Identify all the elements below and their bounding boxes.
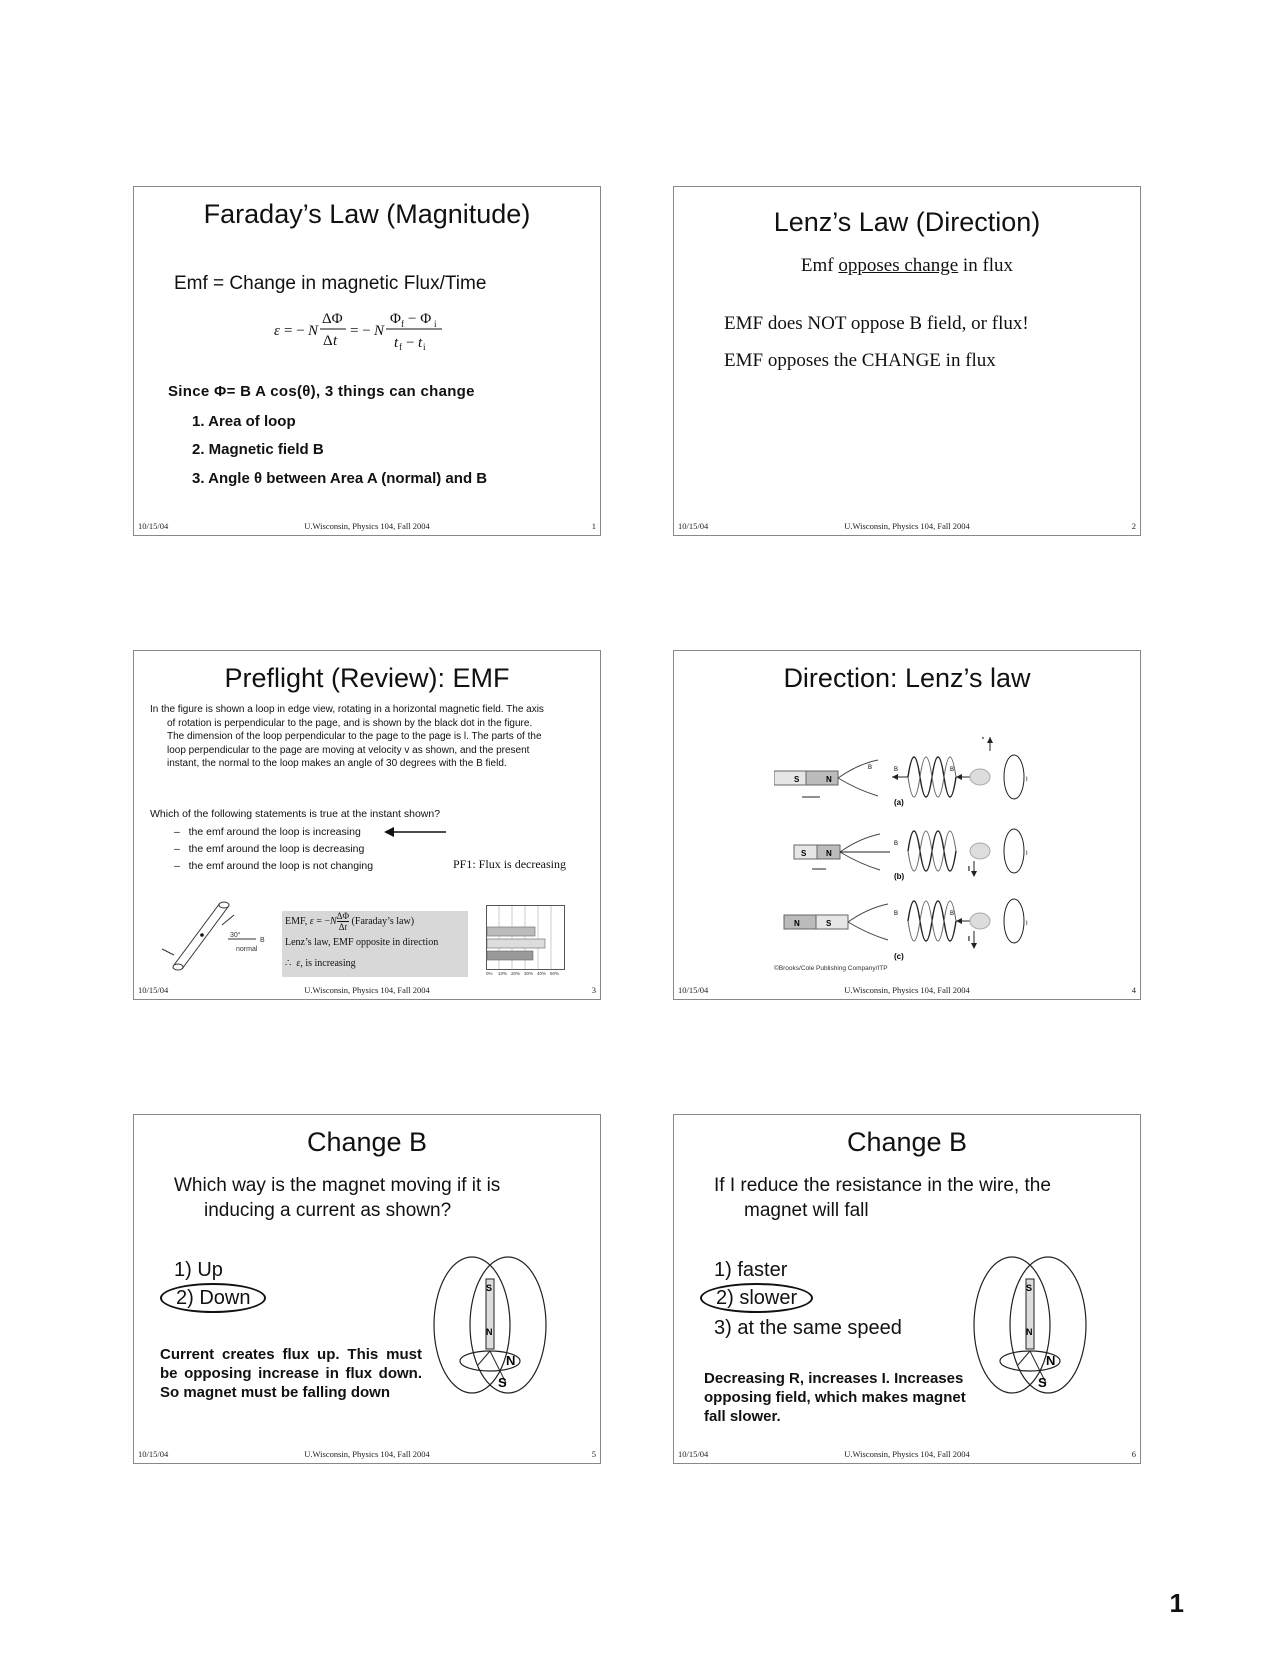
svg-text:t: t <box>418 335 423 351</box>
preflight-paragraph: In the figure is shown a loop in edge view, rotating in a horizontal magnetic field. The axis of rotation is perpendicular to the page, and is shown by the black dot in the figure. The dimension of the loop perpendicular to the page to the page is l. The parts of the loop perpendicular to the page are moving at velocity v as shown, and the present instant, the normal to the loop makes an angle of 30 degrees with the B field. <box>150 704 544 770</box>
svg-text:B: B <box>950 911 955 917</box>
svg-text:S: S <box>794 775 800 784</box>
slide-footer <box>678 985 1136 997</box>
svg-text:= −: = − <box>350 323 371 339</box>
footer-course: U.Wisconsin, Physics 104, Fall 2004 <box>844 1449 970 1459</box>
box-line-1: EMF, ε = −N $\frac{\Delta\Phi}{\Delta t}$ (Faraday’s law) <box>285 911 415 933</box>
label-a: (a) <box>894 798 904 807</box>
question-line-1: Which way is the magnet moving if it is <box>174 1175 501 1196</box>
svg-text:f: f <box>399 342 402 352</box>
slide-title: Direction: Lenz’s law <box>783 663 1031 693</box>
footer-course: U.Wisconsin, Physics 104, Fall 2004 <box>304 1449 430 1459</box>
svg-text:i: i <box>423 342 426 352</box>
footer-date: 10/15/04 <box>678 985 709 995</box>
circled-answer: 2) Down <box>160 1283 266 1313</box>
svg-text:B: B <box>950 767 955 773</box>
label-c: (c) <box>894 952 904 961</box>
preflight-answer: PF1: Flux is decreasing <box>453 857 566 871</box>
preflight-question: Which of the following statements is true at the instant shown? <box>150 808 441 820</box>
svg-text:S: S <box>486 1283 493 1293</box>
svg-text:B: B <box>894 911 899 917</box>
slide-4 <box>673 650 1141 1000</box>
slide-title: Faraday’s Law (Magnitude) <box>203 199 531 229</box>
slide-1 <box>133 186 601 536</box>
list-item: – the emf around the loop is decreasing <box>174 843 365 855</box>
question-line-2: inducing a current as shown? <box>204 1200 452 1221</box>
page-number: 1 <box>1169 1588 1184 1618</box>
svg-text:Δ: Δ <box>323 333 333 349</box>
list-item: 1. Area of loop <box>192 413 296 430</box>
falling-magnet-diagram <box>430 1255 550 1405</box>
question-line-2: magnet will fall <box>744 1200 869 1221</box>
svg-text:N: N <box>826 775 832 784</box>
faraday-equation <box>274 305 464 353</box>
svg-text:I: I <box>968 866 970 873</box>
svg-text:ΔΦ: ΔΦ <box>322 311 343 327</box>
slide-number: 4 <box>1131 985 1136 995</box>
subtitle-part: Emf <box>800 255 834 276</box>
emf-summary-box <box>282 911 468 977</box>
svg-text:t: t <box>394 335 399 351</box>
choice-down-selected <box>174 1287 266 1310</box>
box-line-3: ∴ ε, is increasing <box>285 958 356 970</box>
svg-text:B: B <box>260 937 265 944</box>
slide-number: 6 <box>1131 1449 1136 1459</box>
svg-text:S: S <box>826 919 832 928</box>
subtitle-underlined: opposes change <box>838 255 959 276</box>
svg-text:B: B <box>894 841 899 847</box>
svg-text:50%: 50% <box>550 971 560 975</box>
row-b <box>794 829 1028 881</box>
slide-footer <box>138 985 596 997</box>
choice-up: 1) Up <box>174 1259 223 1281</box>
svg-text:10%: 10% <box>498 971 508 975</box>
answer-explanation: Decreasing R, increases I. Increases opposing field, which makes magnet fall slower. <box>704 1370 966 1425</box>
svg-text:N: N <box>374 323 385 339</box>
lenz-magnet-coil-diagram <box>774 737 1034 967</box>
lenz-statement-1: EMF does NOT oppose B field, or flux! <box>724 313 1029 334</box>
svg-text:S: S <box>498 1375 507 1390</box>
svg-text:S: S <box>1026 1283 1033 1293</box>
svg-text:I: I <box>1026 777 1028 783</box>
slide-number: 3 <box>591 985 596 995</box>
slide-5 <box>133 1114 601 1464</box>
choice-slower-selected <box>714 1287 813 1310</box>
slide-footer <box>678 1449 1136 1461</box>
footer-course: U.Wisconsin, Physics 104, Fall 2004 <box>844 985 970 995</box>
svg-text:S: S <box>801 849 807 858</box>
svg-text:I: I <box>1026 921 1028 927</box>
slide-title: Change B <box>306 1127 428 1157</box>
choice-faster: 1) faster <box>714 1259 788 1281</box>
response-bar-chart <box>486 905 566 975</box>
slide-footer <box>138 1449 596 1461</box>
footer-course: U.Wisconsin, Physics 104, Fall 2004 <box>304 985 430 995</box>
svg-text:30%: 30% <box>524 971 534 975</box>
slide-title: Change B <box>846 1127 968 1157</box>
svg-text:t: t <box>333 333 338 349</box>
slide-number: 2 <box>1131 521 1136 531</box>
svg-text:i: i <box>434 319 437 329</box>
footer-date: 10/15/04 <box>138 1449 169 1459</box>
row-a <box>774 737 1028 807</box>
slide-title: Lenz’s Law (Direction) <box>773 207 1041 237</box>
slide-title: Preflight (Review): EMF <box>224 663 510 693</box>
svg-text:normal: normal <box>236 946 258 953</box>
circled-answer: 2) slower <box>700 1283 813 1313</box>
svg-text:B: B <box>894 767 899 773</box>
svg-text:Φ: Φ <box>390 311 401 327</box>
label-b: (b) <box>894 872 905 881</box>
footer-course: U.Wisconsin, Physics 104, Fall 2004 <box>844 521 970 531</box>
footer-date: 10/15/04 <box>678 521 709 531</box>
svg-text:N: N <box>1026 1327 1033 1337</box>
answer-explanation: Current creates flux up. This must be opposing increase in flux down. So magnet must be falling down <box>160 1346 422 1401</box>
slide-2 <box>673 186 1141 536</box>
svg-text:30°: 30° <box>230 932 241 939</box>
slide-footer <box>678 521 1136 533</box>
box-line-2: Lenz’s law, EMF opposite in direction <box>285 937 439 949</box>
list-item: – the emf around the loop is increasing <box>174 826 361 838</box>
svg-text:= −: = − <box>284 323 305 339</box>
list-item: 3. Angle θ between Area A (normal) and B <box>192 470 488 487</box>
footer-date: 10/15/04 <box>138 521 169 531</box>
lenz-statement-2: EMF opposes the CHANGE in flux <box>724 350 996 371</box>
left-arrow-icon <box>384 827 448 837</box>
footer-course: U.Wisconsin, Physics 104, Fall 2004 <box>304 521 430 531</box>
slide-6 <box>673 1114 1141 1464</box>
svg-text:N: N <box>794 919 800 928</box>
choice-same-speed: 3) at the same speed <box>714 1317 902 1339</box>
svg-text:N: N <box>1046 1353 1056 1368</box>
svg-text:− Φ: − Φ <box>408 311 432 327</box>
slide-number: 5 <box>591 1449 596 1459</box>
slide-number: 1 <box>591 521 596 531</box>
list-item: 2. Magnetic field B <box>192 441 324 458</box>
svg-text:S: S <box>1038 1375 1047 1390</box>
row-c <box>784 899 1028 961</box>
svg-text:I: I <box>982 737 984 741</box>
svg-text:N: N <box>308 323 319 339</box>
copyright-note: ©Brooks/Cole Publishing Company/ITP <box>774 965 888 972</box>
lenz-subtitle <box>674 255 1140 277</box>
svg-text:−: − <box>406 335 415 351</box>
footer-date: 10/15/04 <box>138 985 169 995</box>
rotating-loop-diagram <box>152 895 272 977</box>
svg-text:I: I <box>1026 851 1028 857</box>
question-line-1: If I reduce the resistance in the wire, the <box>714 1175 1051 1196</box>
svg-text:I: I <box>968 936 970 943</box>
footer-date: 10/15/04 <box>678 1449 709 1459</box>
slide-3 <box>133 650 601 1000</box>
svg-text:N: N <box>826 849 832 858</box>
svg-text:f: f <box>401 319 404 329</box>
svg-text:B: B <box>868 765 873 771</box>
svg-text:40%: 40% <box>537 971 547 975</box>
falling-magnet-diagram <box>970 1255 1090 1405</box>
svg-text:20%: 20% <box>511 971 521 975</box>
svg-text:ε: ε <box>274 323 280 339</box>
slide-footer <box>138 521 596 533</box>
things-can-change: Since Φ= B A cos(θ), 3 things can change <box>168 383 475 400</box>
list-item: – the emf around the loop is not changing <box>174 860 374 872</box>
subtitle-part: in flux <box>962 255 1014 276</box>
svg-text:N: N <box>486 1327 493 1337</box>
svg-text:N: N <box>506 1353 516 1368</box>
svg-text:0%: 0% <box>486 971 493 975</box>
emf-definition: Emf = Change in magnetic Flux/Time <box>174 273 487 294</box>
preflight-options <box>174 824 373 875</box>
